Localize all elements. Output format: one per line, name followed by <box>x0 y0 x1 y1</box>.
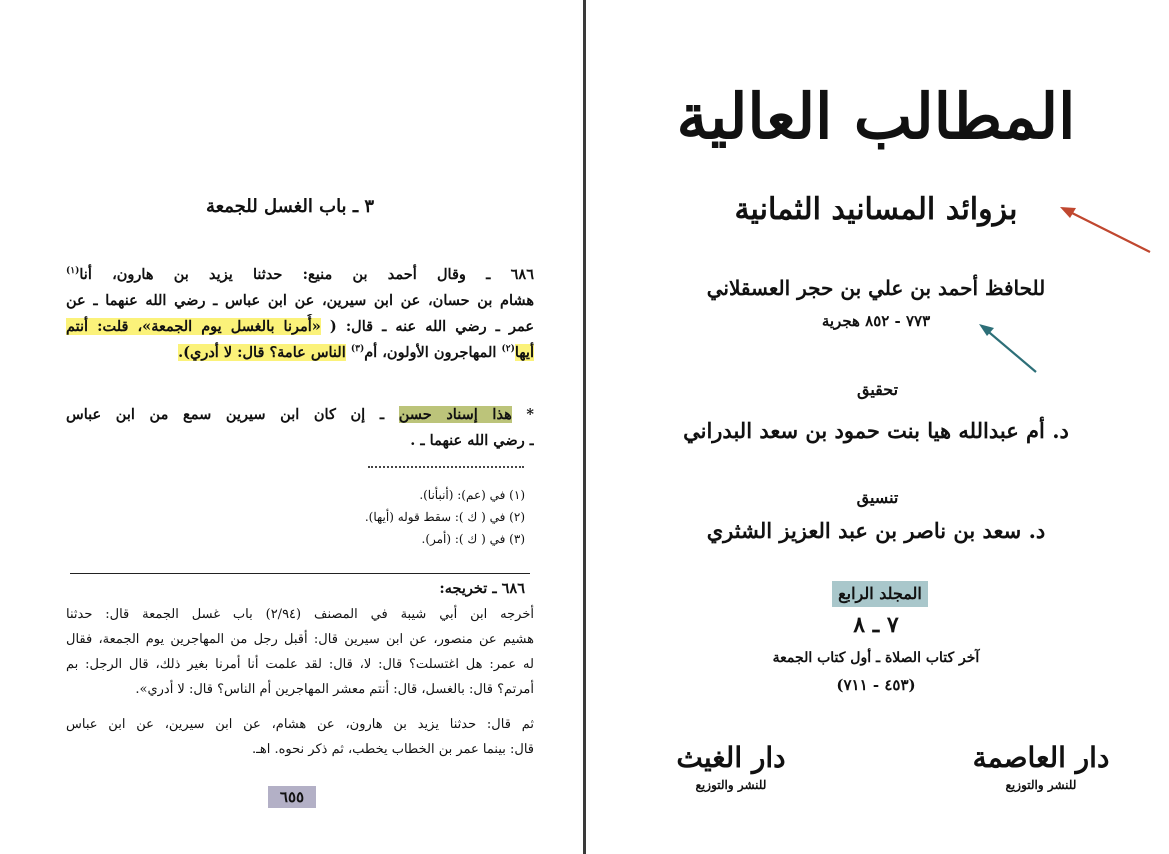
coordinator-name: د. سعد بن ناصر بن عبد العزيز الشثري <box>706 518 1046 543</box>
hadith-line-3: عمر ـ رضي الله عنه ـ قال: ( «أُمرنا بالغسل يوم الجمعة»، قلت: أنتم <box>66 318 534 335</box>
author-dates: ٧٧٣ - ٨٥٢ هجرية <box>821 312 931 330</box>
takhrij-line-3: له عمر: هل اغتسلت؟ قال: لا، قال: لقد علمت أنا أمرنا بغير ذلك، قال الرجل: بم <box>66 657 534 672</box>
takhrij-line-1: أخرجه ابن أبي شيبة في المصنف (٢/٩٤) باب غسل الجمعة قال: حدثنا <box>66 607 534 622</box>
chapter-title: ٣ ـ باب الغسل للجمعة <box>205 196 375 217</box>
section-divider <box>70 573 530 574</box>
hadith-line-4: أيها$^{(٢)}$ المهاجرون الأولون، أم$^{(٣)}$ الناس عامة؟ قال: لا أدري). <box>178 344 534 361</box>
grading-line-1: * هذا إسناد حسن ـ إن كان ابن سيرين سمع من ابن عباس <box>66 406 534 423</box>
grading-highlight: هذا إسناد حسن <box>398 406 512 423</box>
editor-name: د. أم عبدالله هيا بنت حمود بن سعد البدراني <box>683 418 1069 443</box>
footnote-separator <box>368 466 524 468</box>
left-page <box>0 0 583 854</box>
right-page <box>586 0 1169 854</box>
highlighted-quote-end: الناس عامة؟ قال: لا أدري). <box>178 344 346 361</box>
footnote-1: (١) في (عم): (أنبأنا). <box>419 488 525 502</box>
highlighted-quote: «أُمرنا بالغسل يوم الجمعة»، قلت: أنتم <box>66 318 321 335</box>
publisher-asimah-desc: للنشر والتوزيع <box>1005 778 1077 792</box>
tahqiq-label: تحقيق <box>856 380 899 399</box>
publisher-ghaith-desc: للنشر والتوزيع <box>695 778 767 792</box>
takhrij-line-2: هشيم عن منصور، عن ابن سيرين قال: أقبل رجل من المهاجرين يوم الجمعة، فقال <box>66 632 534 647</box>
takhrij-line-5: ثم قال: حدثنا يزيد بن هارون، عن هشام، عن ابن سيرين، عن ابن عباس <box>66 717 534 732</box>
footnote-marker-2[interactable]: (٢) <box>501 344 515 355</box>
publisher-ghaith-name: دار الغيث <box>676 741 786 774</box>
takhrij-line-4: أمرتم؟ قال: بالغسل، قال: أنتم معشر المهاجرين أم الناس؟ قال: لا أدري». <box>135 682 534 697</box>
publisher-ghaith-logo <box>646 738 816 792</box>
highlighted-quote-start: أيها <box>514 344 534 361</box>
annotation-arrows <box>586 0 1169 400</box>
publisher-asimah-logo <box>956 738 1126 792</box>
contents-label: آخر كتاب الصلاة ـ أول كتاب الجمعة <box>772 650 980 666</box>
red-arrow-icon <box>1060 207 1150 252</box>
takhrij-text-2 <box>66 712 534 762</box>
grading-text <box>66 402 534 454</box>
takhrij-text <box>66 602 534 702</box>
hadith-range: (٤٥٣ - ٧١١) <box>836 676 916 694</box>
hadith-line-2: هشام بن حسان، عن ابن سيرين، عن ابن عباس ـ رضي الله عنهما ـ عن <box>66 292 534 309</box>
tansiq-label: تنسيق <box>856 488 899 507</box>
book-subtitle: بزوائد المسانيد الثمانية <box>734 192 1018 227</box>
takhrij-heading: ٦٨٦ ـ تخريجه: <box>439 580 525 597</box>
publisher-asimah-name: دار العاصمة <box>972 741 1110 774</box>
parts-label: ٧ ـ ٨ <box>853 612 899 638</box>
footnotes <box>200 484 525 550</box>
book-author: للحافظ أحمد بن علي بن حجر العسقلاني <box>706 276 1046 300</box>
book-title: المطالب العالية <box>676 80 1076 153</box>
volume-label: المجلد الرابع <box>832 581 928 607</box>
grading-line-2: ـ رضي الله عنهما ـ . <box>410 432 534 449</box>
takhrij-line-6: قال: بينما عمر بن الخطاب يخطب، ثم ذكر نحوه. اهـ. <box>251 742 534 757</box>
teal-arrow-icon <box>979 324 1036 372</box>
page-number: ٦٥٥ <box>268 786 316 808</box>
footnote-2: (٢) في ( ك ): سقط قوله (أيها). <box>364 510 525 524</box>
footnote-marker-1[interactable]: (١) <box>66 266 80 277</box>
hadith-text <box>66 262 534 366</box>
footnote-3: (٣) في ( ك ): (أمر). <box>421 532 525 546</box>
hadith-line-1: ٦٨٦ ـ وقال أحمد بن منيع: حدثنا يزيد بن هارون، أنا$^{(١)}$ <box>66 266 534 283</box>
footnote-marker-3[interactable]: (٣) <box>350 344 365 355</box>
star-marker: * <box>526 406 534 423</box>
